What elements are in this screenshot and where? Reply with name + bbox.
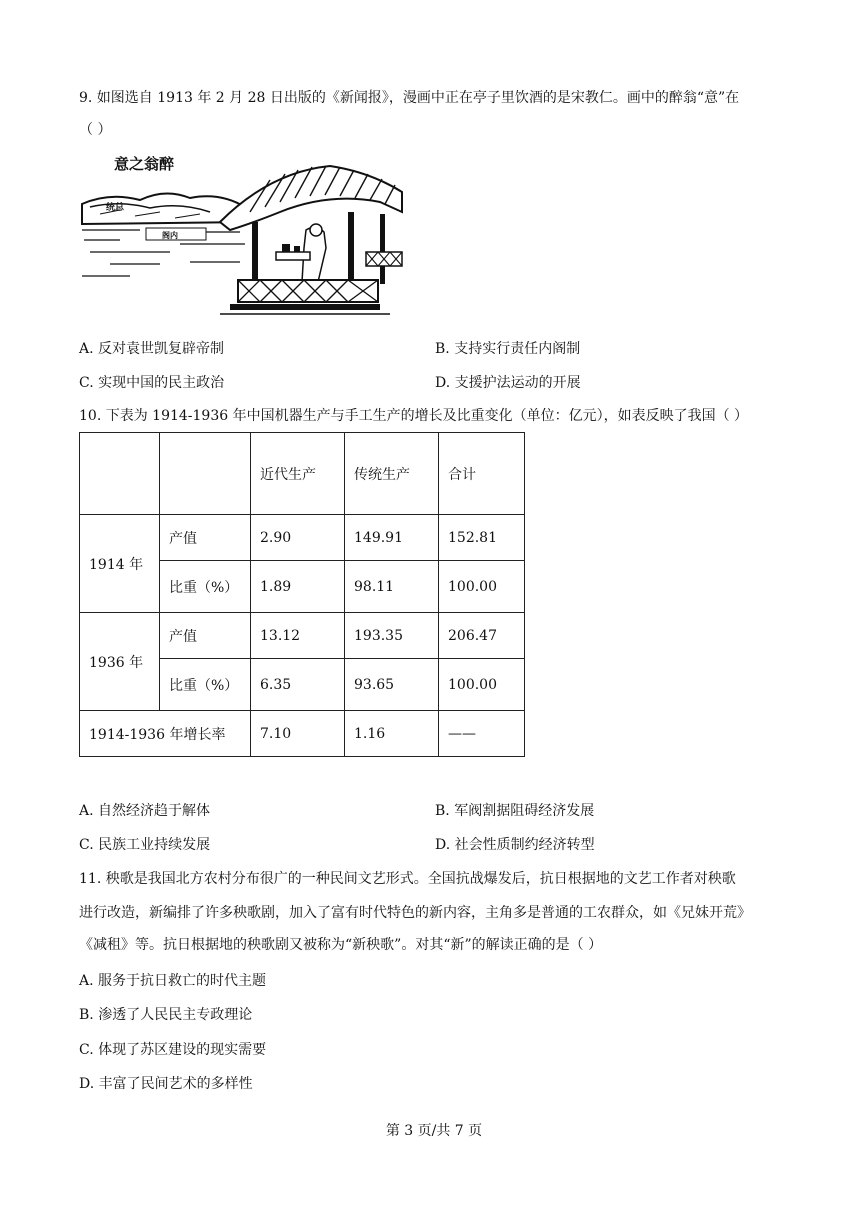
q9-option-a: A. 反对袁世凯复辟帝制	[79, 341, 225, 357]
table-cell: 100.00	[439, 659, 525, 711]
q9-cartoon-image	[80, 152, 404, 322]
table-row	[80, 515, 525, 561]
q10-option-a: A. 自然经济趋于解体	[79, 803, 211, 819]
table-cell: 193.35	[345, 613, 439, 659]
table-label-cell: 产值	[160, 613, 251, 659]
q9-stem-line2: （ ）	[79, 122, 112, 138]
table-header-cell	[160, 433, 251, 515]
table-cell: 206.47	[439, 613, 525, 659]
q10-data-table	[79, 432, 525, 757]
table-cell: ——	[439, 711, 525, 757]
q10-option-d: D. 社会性质制约经济转型	[435, 837, 595, 853]
q10-stem: 10. 下表为 1914-1936 年中国机器生产与手工生产的增长及比重变化（单位：亿元），如表反映了我国（ ）	[79, 408, 749, 424]
q11-option-c: C. 体现了苏区建设的现实需要	[79, 1042, 267, 1058]
q11-option-b: B. 渗透了人民民主专政理论	[79, 1007, 253, 1023]
table-label-cell: 比重（%）	[160, 659, 251, 711]
cartoon-label-a: 统总	[106, 202, 125, 212]
table-cell: 6.35	[251, 659, 345, 711]
table-header-cell: 近代生产	[251, 433, 345, 515]
q11-option-d: D. 丰富了民间艺术的多样性	[79, 1076, 253, 1092]
table-label-cell: 产值	[160, 515, 251, 561]
table-year-cell: 1936 年	[80, 613, 160, 711]
table-label-cell: 比重（%）	[160, 561, 251, 613]
table-year-cell: 1914 年	[80, 515, 160, 613]
q10-option-c: C. 民族工业持续发展	[79, 837, 211, 853]
table-cell: 1.16	[345, 711, 439, 757]
q11-stem-line2: 进行改造，新编排了许多秧歌剧，加入了富有时代特色的新内容，主角多是普通的工农群众，如《兄妹开荒》	[79, 905, 751, 921]
q11-stem-line1: 11. 秧歌是我国北方农村分布很广的一种民间文艺形式。全国抗战爆发后，抗日根据地的文艺工作者对秧歌	[79, 871, 736, 887]
table-row	[80, 613, 525, 659]
table-cell: 100.00	[439, 561, 525, 613]
q9-stem-line1: 9. 如图选自 1913 年 2 月 28 日出版的《新闻报》，漫画中正在亭子里饮酒的是宋教仁。画中的醉翁“意”在	[79, 90, 740, 106]
page-footer: 第 3 页/共 7 页	[385, 1123, 483, 1139]
cartoon-label-b: 阁内	[162, 231, 178, 240]
table-cell: 98.11	[345, 561, 439, 613]
table-cell: 152.81	[439, 515, 525, 561]
cartoon-title: 意之翁醉	[114, 156, 175, 173]
q9-option-b: B. 支持实行责任内阁制	[435, 341, 581, 357]
q9-option-d: D. 支援护法运动的开展	[435, 375, 581, 391]
table-cell: 7.10	[251, 711, 345, 757]
table-cell: 93.65	[345, 659, 439, 711]
q9-option-c: C. 实现中国的民主政治	[79, 375, 225, 391]
table-header-cell: 合计	[439, 433, 525, 515]
table-cell: 13.12	[251, 613, 345, 659]
table-row	[80, 711, 525, 757]
table-header-row	[80, 433, 525, 515]
table-cell: 2.90	[251, 515, 345, 561]
q10-option-b: B. 军阀割据阻碍经济发展	[435, 803, 595, 819]
table-cell: 1.89	[251, 561, 345, 613]
table-header-cell	[80, 433, 160, 515]
q11-stem-line3: 《减租》等。抗日根据地的秧歌剧又被称为“新秧歌”。对其“新”的解读正确的是（ ）	[79, 937, 603, 953]
table-cell: 149.91	[345, 515, 439, 561]
q11-option-a: A. 服务于抗日救亡的时代主题	[79, 973, 267, 989]
table-growth-label: 1914-1936 年增长率	[80, 711, 251, 757]
table-header-cell: 传统生产	[345, 433, 439, 515]
